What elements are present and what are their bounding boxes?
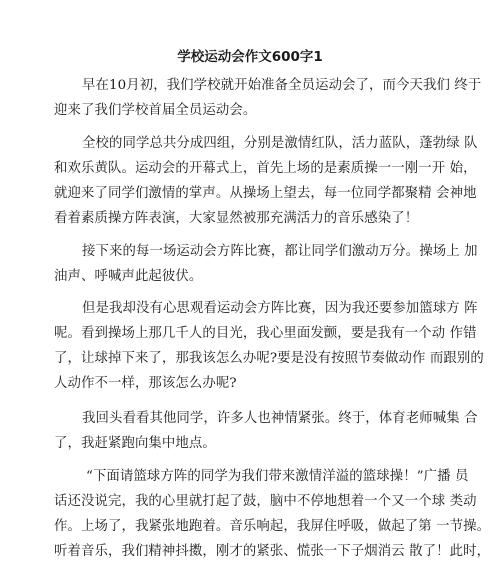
paragraph-1-line-1: 早在10月初，我们学校就开始准备全员运动会了，而今天我们 终于 (82, 78, 482, 93)
paragraph-1-line-2: 迎来了我们学校首届全员运动会。 (54, 103, 257, 118)
paragraph-3-line-1: 接下来的每一场运动会方阵比赛，都让同学们激动万分。操场上 加 (82, 244, 478, 259)
paragraph-4-line-2: 呢。看到操场上那几千人的目光，我心里面发颤，要是我有一个动 作错 (54, 326, 477, 341)
paragraph-4-line-3: 了，让球掉下来了，那我该怎么办呢?要是没有按照节奏做动作 而跟别的 (54, 351, 484, 366)
paragraph-2-line-1: 全校的同学总共分成四组，分别是激情红队，活力蓝队，蓬勃绿 队 (82, 136, 478, 151)
paragraph-6-line-2: 话还没说完，我的心里就打起了鼓，脑中不停地想着一个又一个球 类动 (54, 494, 477, 509)
paragraph-2-line-3: 就迎来了同学们激情的掌声。从操场上望去，每一位同学都聚精 会神地 (54, 186, 477, 201)
paragraph-2-line-2: 和欢乐黄队。运动会的开幕式上，首先上场的是素质操一一刚一开 始， (54, 161, 477, 176)
paragraph-6-line-3: 作。上场了，我紧张地跑着。音乐响起，我屏住呼吸，做起了第 一节操。 (54, 519, 491, 534)
paragraph-3-line-2: 油声、呼喊声此起彼伏。 (54, 269, 203, 284)
paragraph-5-line-1: 我回头看看其他同学，许多人也神情紧张。终于，体育老师喊集 合 (82, 411, 478, 426)
paragraph-6-line-1: “下面请篮球方阵的同学为我们带来激情洋溢的篮球操！”广播 员 (86, 469, 469, 484)
paragraph-4-line-4: 人动作不一样，那该怎么办呢? (54, 376, 237, 391)
document-title: 学校运动会作文600字1 (177, 49, 323, 65)
paragraph-6-line-4: 听着音乐，我们精神抖擞，刚才的紧张、慌张一下子烟消云 散了！此时， (54, 544, 491, 559)
paragraph-2-line-4: 看着素质操方阵表演，大家显然被那充满活力的音乐感染了！ (54, 211, 419, 226)
paragraph-5-line-2: 了，我赶紧跑向集中地点。 (54, 436, 216, 451)
paragraph-4-line-1: 但是我却没有心思观看运动会方阵比赛，因为我还要参加篮球方 阵 (82, 301, 478, 316)
